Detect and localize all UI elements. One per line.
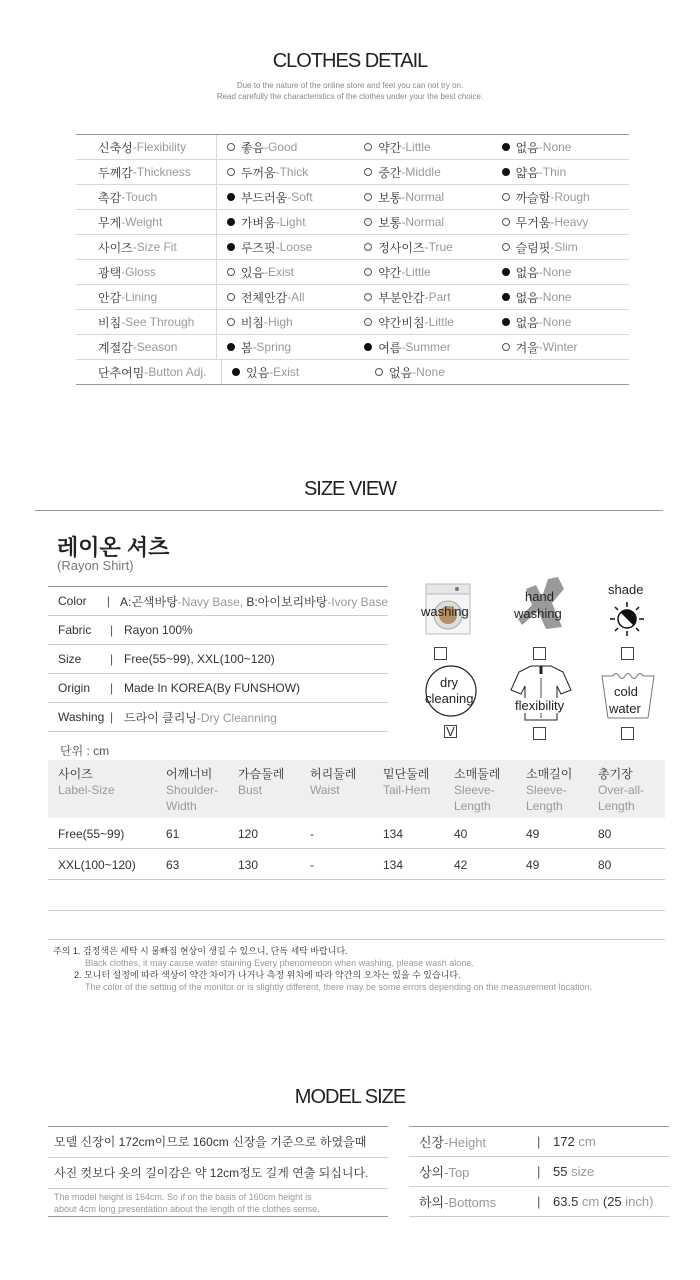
size-table-header-cell: 가슴둘레 Bust <box>238 767 285 797</box>
empty-circle-icon <box>364 268 372 276</box>
flexibility-checkbox <box>533 727 546 740</box>
detail-option: 약간 -Little <box>354 139 491 156</box>
note-1-en: Black clothes, it may cause water staining Every phenomenon when washing, please wash alone. <box>85 958 474 968</box>
empty-circle-icon <box>227 293 235 301</box>
detail-option: 없음 -None <box>492 139 629 156</box>
dry-cleaning-checkbox-checked: V <box>444 725 457 738</box>
separator: | <box>106 594 110 608</box>
size-table-header <box>48 760 665 818</box>
washing-label: washing <box>421 604 469 619</box>
detail-option: 없음 -None <box>365 364 508 381</box>
detail-option: 없음 -None <box>492 264 629 281</box>
empty-circle-icon <box>364 218 372 226</box>
detail-option: 까슬함 -Rough <box>492 189 629 206</box>
model-measure-key: 상의-Top <box>419 1165 470 1180</box>
empty-circle-icon <box>502 218 510 226</box>
model-note-line-2: 사진 컷보다 옷의 길이감은 약 12cm정도 길게 연출 되십니다. <box>48 1158 388 1189</box>
detail-option: 없음 -None <box>492 289 629 306</box>
detail-row <box>76 335 629 360</box>
filled-circle-icon <box>502 293 510 301</box>
model-note-en-1: The model height is 164cm. So if on the basis of 160cm height is <box>54 1192 312 1202</box>
detail-row <box>76 285 629 310</box>
size-table-header-cell: 총기장 Over-all- Length <box>598 767 645 813</box>
detail-row-label: 계절감 -Season <box>76 335 217 359</box>
detail-option: 봄 -Spring <box>217 339 354 356</box>
model-measure-value: 63.5 cm (25 inch) <box>553 1194 654 1209</box>
detail-row <box>76 160 629 185</box>
table-cell: XXL(100~120) <box>58 858 136 872</box>
water-label: water <box>609 701 641 716</box>
detail-row <box>76 185 629 210</box>
size-table-empty-row <box>48 909 665 940</box>
size-table-header-cell: 소매길이 Sleeve- Length <box>526 767 573 813</box>
detail-option: 있음 -Exist <box>217 264 354 281</box>
detail-option: 보통 -Normal <box>354 214 491 231</box>
divider <box>35 510 663 511</box>
detail-option: 약간비침 -Little <box>354 314 491 331</box>
spec-value: 드라이 클리닝-Dry Cleanning <box>124 710 277 725</box>
filled-circle-icon <box>227 243 235 251</box>
cleaning-label: cleaning <box>425 691 474 706</box>
spec-key: Fabric <box>58 623 92 637</box>
divider <box>48 1216 388 1217</box>
detail-row <box>76 260 629 285</box>
spec-value: Made In KOREA(By FUNSHOW) <box>124 681 301 695</box>
table-cell: 134 <box>383 858 404 872</box>
empty-circle-icon <box>502 193 510 201</box>
model-size-title: MODEL SIZE <box>294 1086 406 1108</box>
table-cell: 49 <box>526 827 540 841</box>
size-table-header-cell: 사이즈 Label-Size <box>58 767 115 797</box>
detail-row-label: 비침 -See Through <box>76 310 217 334</box>
flexibility-label: flexibility <box>515 698 565 713</box>
model-measure-row <box>409 1127 669 1157</box>
detail-row-label: 광택 -Gloss <box>76 260 217 284</box>
model-measure-value: 55 size <box>553 1164 595 1179</box>
spec-row <box>48 587 388 616</box>
model-note-line-1: 모델 신장이 172cm이므로 160cm 신장을 기준으로 하였을때 <box>48 1127 388 1158</box>
detail-row <box>76 360 629 385</box>
dry-label: dry <box>440 675 459 690</box>
spec-value: Free(55~99), XXL(100~120) <box>124 652 275 666</box>
empty-circle-icon <box>364 193 372 201</box>
filled-circle-icon <box>502 143 510 151</box>
empty-circle-icon <box>227 168 235 176</box>
filled-circle-icon <box>502 268 510 276</box>
detail-option: 얇음 -Thin <box>492 164 629 181</box>
detail-option: 여름 -Summer <box>354 339 491 356</box>
size-table-header-cell: 밑단둘레 Tail-Hem <box>383 767 431 797</box>
separator: | <box>537 1164 541 1179</box>
empty-circle-icon <box>375 368 383 376</box>
model-measure-row <box>409 1157 669 1187</box>
detail-subtitle-1: Due to the nature of the online store and feel you can not try on. <box>236 81 464 90</box>
table-cell: 40 <box>454 827 468 841</box>
table-cell: 130 <box>238 858 259 872</box>
hand-wash-label-1: hand <box>525 589 554 604</box>
separator: | <box>537 1134 541 1149</box>
spec-row <box>48 616 388 645</box>
detail-row <box>76 210 629 235</box>
detail-row-label: 사이즈 -Size Fit <box>76 235 217 259</box>
table-cell: 80 <box>598 827 612 841</box>
detail-option: 보통 -Normal <box>354 189 491 206</box>
table-cell: 80 <box>598 858 612 872</box>
spec-key: Color <box>58 594 87 608</box>
washing-checkbox <box>434 647 447 660</box>
detail-row-label: 신축성 -Flexibility <box>76 135 217 159</box>
spec-key: Size <box>58 652 82 666</box>
table-cell: 49 <box>526 858 540 872</box>
table-cell: 134 <box>383 827 404 841</box>
detail-subtitle-2: Read carefully the characteristics of the clothes under your the best choice. <box>216 92 484 101</box>
table-row <box>48 818 665 849</box>
separator: | <box>110 710 114 724</box>
empty-circle-icon <box>227 318 235 326</box>
shade-checkbox <box>621 647 634 660</box>
table-row <box>48 849 665 880</box>
empty-circle-icon <box>364 243 372 251</box>
filled-circle-icon <box>502 318 510 326</box>
empty-circle-icon <box>364 168 372 176</box>
filled-circle-icon <box>227 193 235 201</box>
filled-circle-icon <box>227 343 235 351</box>
detail-row-label: 두께감 -Thickness <box>76 160 217 184</box>
filled-circle-icon <box>364 343 372 351</box>
detail-row-label: 안감 -Lining <box>76 285 217 309</box>
unit-label: 단위 : cm <box>60 744 110 758</box>
detail-option: 부드러움 -Soft <box>217 189 354 206</box>
spec-value: A:곤색바탕-Navy Base, B:아이보리바탕-Ivory Base <box>120 594 388 609</box>
hand-wash-checkbox <box>533 647 546 660</box>
table-cell: Free(55~99) <box>58 827 125 841</box>
cold-label: cold <box>614 684 638 699</box>
size-table-empty-row <box>48 880 665 911</box>
detail-row <box>76 235 629 260</box>
detail-option: 없음 -None <box>492 314 629 331</box>
size-view-title: SIZE VIEW <box>303 478 397 500</box>
table-cell: 63 <box>166 858 180 872</box>
model-measure-value: 172 cm <box>553 1134 596 1149</box>
cold-water-icon <box>601 670 661 730</box>
separator: | <box>110 623 114 637</box>
spec-key: Washing <box>58 710 105 724</box>
table-cell: 42 <box>454 858 468 872</box>
filled-circle-icon <box>232 368 240 376</box>
table-cell: - <box>310 858 314 872</box>
detail-option: 비침 -High <box>217 314 354 331</box>
detail-option: 좋음 -Good <box>217 139 354 156</box>
separator: | <box>110 681 114 695</box>
filled-circle-icon <box>227 218 235 226</box>
detail-option: 중간 -Middle <box>354 164 491 181</box>
model-note-en-2: about 4cm long presentation about the length of the clothes sense. <box>54 1204 320 1214</box>
empty-circle-icon <box>364 318 372 326</box>
separator: | <box>537 1194 541 1209</box>
empty-circle-icon <box>364 293 372 301</box>
detail-option: 슬림핏 -Slim <box>492 239 629 256</box>
model-measure-row <box>409 1187 669 1217</box>
detail-row <box>76 310 629 335</box>
detail-option: 가벼움 -Light <box>217 214 354 231</box>
note-2: 2. 모니터 설정에 따라 색상이 약간 차이가 나거나 측정 위치에 따라 약간의 오차는 있을 수 있습니다. <box>74 970 461 980</box>
detail-option: 두꺼움 -Thick <box>217 164 354 181</box>
empty-circle-icon <box>502 243 510 251</box>
detail-option: 정사이즈 -True <box>354 239 491 256</box>
detail-row-label: 촉감 -Touch <box>76 185 217 209</box>
size-table-header-cell: 어깨너비 Shoulder- Width <box>166 767 219 813</box>
model-measure-key: 하의-Bottoms <box>419 1195 497 1210</box>
detail-option: 전체안감 -All <box>217 289 354 306</box>
shade-dry-icon <box>607 600 667 660</box>
detail-option: 부분안감 -Part <box>354 289 491 306</box>
detail-option: 약간 -Little <box>354 264 491 281</box>
table-cell: 61 <box>166 827 180 841</box>
empty-circle-icon <box>227 268 235 276</box>
size-table-header-cell: 소매둘레 Sleeve- Length <box>454 767 501 813</box>
shade-label: shade <box>608 582 644 597</box>
detail-option: 루즈핏 -Loose <box>217 239 354 256</box>
spec-row <box>48 703 388 732</box>
table-cell: 120 <box>238 827 259 841</box>
shirt-flexibility-icon <box>509 664 569 724</box>
spec-value: Rayon 100% <box>124 623 193 637</box>
spec-row <box>48 645 388 674</box>
detail-row-label: 무게 -Weight <box>76 210 217 234</box>
cold-water-checkbox <box>621 727 634 740</box>
product-name: 레이온 셔츠 <box>57 535 170 560</box>
size-table-header-cell: 허리둘레 Waist <box>310 767 357 797</box>
product-name-en: (Rayon Shirt) <box>57 558 134 573</box>
note-1: 주의 1. 검정색은 세탁 시 물빠짐 현상이 생길 수 있으니, 단독 세탁 바랍니다. <box>53 946 348 956</box>
separator: | <box>110 652 114 666</box>
clothes-detail-title: CLOTHES DETAIL <box>272 50 428 72</box>
empty-circle-icon <box>364 143 372 151</box>
empty-circle-icon <box>502 343 510 351</box>
hand-wash-icon <box>512 575 572 635</box>
spec-key: Origin <box>58 681 91 695</box>
hand-wash-label-2: washing <box>514 606 562 621</box>
spec-row <box>48 674 388 703</box>
table-cell: - <box>310 827 314 841</box>
empty-circle-icon <box>227 143 235 151</box>
filled-circle-icon <box>502 168 510 176</box>
note-2-en: The color of the setting of the monitor or is slightly different, there may be some errors depending on the measurement location. <box>85 982 593 992</box>
model-measure-key: 신장-Height <box>419 1135 487 1150</box>
clothes-detail-table <box>76 134 629 385</box>
detail-row-label: 단추여밈 -Button Adj. <box>76 360 222 384</box>
detail-option: 무거움 -Heavy <box>492 214 629 231</box>
detail-row <box>76 135 629 160</box>
detail-option: 겨울 -Winter <box>492 339 629 356</box>
detail-option: 있음 -Exist <box>222 364 365 381</box>
